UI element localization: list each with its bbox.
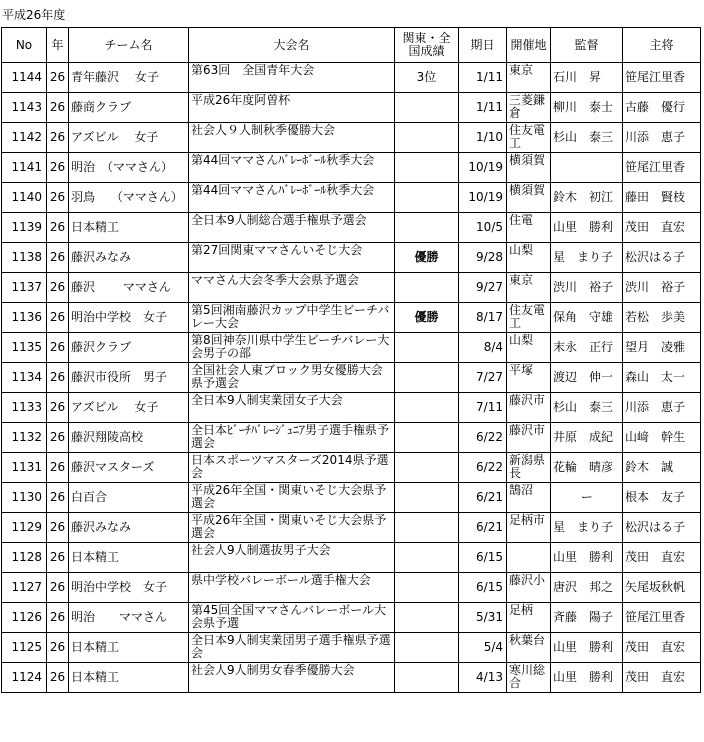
cell-captain: 矢尾坂秋帆	[623, 573, 701, 603]
cell-year: 26	[47, 183, 69, 213]
cell-coach: 星 まり子	[551, 243, 623, 273]
cell-captain: 藤田 賢枝	[623, 183, 701, 213]
cell-venue	[507, 543, 551, 573]
cell-competition: 第44回ママさんﾊﾞﾚｰﾎﾞｰﾙ秋季大会	[189, 183, 395, 213]
header-captain: 主将	[623, 28, 701, 63]
cell-date: 6/22	[459, 423, 507, 453]
cell-date: 9/27	[459, 273, 507, 303]
cell-coach: 渡辺 伸一	[551, 363, 623, 393]
cell-date: 7/11	[459, 393, 507, 423]
cell-result: 3位	[395, 63, 459, 93]
table-row	[2, 363, 701, 393]
cell-captain: 松沢はる子	[623, 243, 701, 273]
cell-captain: 川添 恵子	[623, 123, 701, 153]
cell-competition: 第44回ママさんﾊﾞﾚｰﾎﾞｰﾙ秋季大会	[189, 153, 395, 183]
cell-venue: 平塚	[507, 363, 551, 393]
header-date: 期日	[459, 28, 507, 63]
cell-coach: 石川 昇	[551, 63, 623, 93]
cell-coach: 斉藤 陽子	[551, 603, 623, 633]
cell-coach: 山里 勝利	[551, 213, 623, 243]
cell-team: 青年藤沢 女子	[69, 63, 189, 93]
cell-competition: 社会人9人制選抜男子大会	[189, 543, 395, 573]
header-team: チーム名	[69, 28, 189, 63]
cell-captain: 茂田 直宏	[623, 543, 701, 573]
cell-competition: 第63回 全国青年大会	[189, 63, 395, 93]
cell-captain: 森山 太一	[623, 363, 701, 393]
cell-team: 白百合	[69, 483, 189, 513]
cell-competition: ママさん大会冬季大会県予選会	[189, 273, 395, 303]
cell-venue: 足柄市	[507, 513, 551, 543]
table-row	[2, 603, 701, 633]
cell-venue: 横須賀	[507, 153, 551, 183]
cell-captain: 山﨑 幹生	[623, 423, 701, 453]
cell-venue: 横須賀	[507, 183, 551, 213]
cell-team: 日本精工	[69, 543, 189, 573]
header-result: 関東・全国成績	[395, 28, 459, 63]
table-row	[2, 663, 701, 693]
cell-no: 1131	[2, 453, 47, 483]
cell-competition: 全日本9人制実業団男子選手権県予選会	[189, 633, 395, 663]
cell-no: 1139	[2, 213, 47, 243]
cell-coach: 柳川 泰士	[551, 93, 623, 123]
cell-result	[395, 93, 459, 123]
cell-coach	[551, 153, 623, 183]
cell-captain: 若松 歩美	[623, 303, 701, 333]
cell-team: 羽鳥 （ママさん）	[69, 183, 189, 213]
cell-competition: 全日本ﾋﾞｰﾁﾊﾞﾚｰｼﾞｭﾆｱ男子選手権県予選会	[189, 423, 395, 453]
cell-result	[395, 663, 459, 693]
cell-venue: 藤沢小	[507, 573, 551, 603]
cell-date: 6/15	[459, 573, 507, 603]
cell-date: 10/5	[459, 213, 507, 243]
cell-venue: 寒川総合	[507, 663, 551, 693]
cell-no: 1141	[2, 153, 47, 183]
cell-venue: 東京	[507, 273, 551, 303]
cell-competition: 県中学校バレーボール選手権大会	[189, 573, 395, 603]
cell-coach: 末永 正行	[551, 333, 623, 363]
cell-result	[395, 363, 459, 393]
cell-no: 1137	[2, 273, 47, 303]
header-year: 年	[47, 28, 69, 63]
cell-coach: ー	[551, 483, 623, 513]
table-row	[2, 633, 701, 663]
table-row	[2, 333, 701, 363]
cell-result: 優勝	[395, 303, 459, 333]
fiscal-year-caption: 平成26年度	[2, 8, 66, 22]
cell-captain: 鈴木 誠	[623, 453, 701, 483]
cell-year: 26	[47, 243, 69, 273]
cell-no: 1125	[2, 633, 47, 663]
cell-result	[395, 603, 459, 633]
cell-result	[395, 453, 459, 483]
cell-captain: 茂田 直宏	[623, 213, 701, 243]
cell-coach: 保角 守雄	[551, 303, 623, 333]
cell-captain: 笹尾江里香	[623, 63, 701, 93]
cell-coach: 杉山 泰三	[551, 393, 623, 423]
cell-team: 明治 （ママさん）	[69, 153, 189, 183]
cell-competition: 全国社会人東ブロック男女優勝大会県予選会	[189, 363, 395, 393]
cell-no: 1144	[2, 63, 47, 93]
cell-captain: 茂田 直宏	[623, 663, 701, 693]
cell-no: 1140	[2, 183, 47, 213]
cell-no: 1143	[2, 93, 47, 123]
cell-date: 1/10	[459, 123, 507, 153]
table-row	[2, 543, 701, 573]
cell-year: 26	[47, 273, 69, 303]
cell-coach: 山里 勝利	[551, 663, 623, 693]
table-row	[2, 183, 701, 213]
table-row	[2, 213, 701, 243]
table-row	[2, 573, 701, 603]
cell-team: 藤沢 ママさん	[69, 273, 189, 303]
cell-date: 6/21	[459, 513, 507, 543]
cell-year: 26	[47, 453, 69, 483]
table-row	[2, 483, 701, 513]
cell-captain: 笹尾江里香	[623, 603, 701, 633]
table-row	[2, 93, 701, 123]
cell-team: 明治 ママさん	[69, 603, 189, 633]
cell-coach: 井原 成紀	[551, 423, 623, 453]
cell-result	[395, 273, 459, 303]
cell-year: 26	[47, 543, 69, 573]
cell-venue: 足柄	[507, 603, 551, 633]
cell-date: 1/11	[459, 63, 507, 93]
cell-no: 1134	[2, 363, 47, 393]
cell-captain: 笹尾江里香	[623, 153, 701, 183]
cell-year: 26	[47, 63, 69, 93]
cell-year: 26	[47, 483, 69, 513]
cell-coach: 星 まり子	[551, 513, 623, 543]
cell-no: 1127	[2, 573, 47, 603]
cell-year: 26	[47, 663, 69, 693]
cell-date: 8/17	[459, 303, 507, 333]
cell-date: 10/19	[459, 183, 507, 213]
cell-no: 1133	[2, 393, 47, 423]
cell-venue: 住友電工	[507, 123, 551, 153]
header-coach: 監督	[551, 28, 623, 63]
cell-coach: 山里 勝利	[551, 633, 623, 663]
cell-year: 26	[47, 603, 69, 633]
cell-captain: 根本 友子	[623, 483, 701, 513]
results-table	[1, 27, 701, 693]
cell-venue: 山梨	[507, 333, 551, 363]
cell-result	[395, 543, 459, 573]
cell-year: 26	[47, 423, 69, 453]
cell-year: 26	[47, 213, 69, 243]
cell-venue: 三菱鎌倉	[507, 93, 551, 123]
cell-result	[395, 333, 459, 363]
cell-competition: 日本スポーツマスターズ2014県予選会	[189, 453, 395, 483]
cell-no: 1129	[2, 513, 47, 543]
cell-result	[395, 393, 459, 423]
cell-team: 藤沢クラブ	[69, 333, 189, 363]
cell-team: アズビル 女子	[69, 123, 189, 153]
cell-year: 26	[47, 153, 69, 183]
cell-captain: 古藤 優行	[623, 93, 701, 123]
header-no: No	[2, 28, 47, 63]
cell-coach: 鈴木 初江	[551, 183, 623, 213]
cell-team: 明治中学校 女子	[69, 303, 189, 333]
cell-coach: 山里 勝利	[551, 543, 623, 573]
table-row	[2, 453, 701, 483]
cell-no: 1126	[2, 603, 47, 633]
cell-competition: 第8回神奈川県中学生ビーチバレー大会男子の部	[189, 333, 395, 363]
cell-team: 藤商クラブ	[69, 93, 189, 123]
cell-result	[395, 423, 459, 453]
cell-captain: 松沢はる子	[623, 513, 701, 543]
cell-team: 藤沢みなみ	[69, 513, 189, 543]
cell-venue: 秋葉台	[507, 633, 551, 663]
cell-year: 26	[47, 513, 69, 543]
cell-date: 7/27	[459, 363, 507, 393]
cell-team: 日本精工	[69, 633, 189, 663]
cell-date: 1/11	[459, 93, 507, 123]
cell-year: 26	[47, 363, 69, 393]
table-row	[2, 243, 701, 273]
cell-competition: 第5回湘南藤沢カップ中学生ビーチバレー大会	[189, 303, 395, 333]
cell-competition: 平成26年全国・関東いそじ大会県予選会	[189, 513, 395, 543]
cell-date: 6/15	[459, 543, 507, 573]
cell-result	[395, 183, 459, 213]
cell-competition: 平成26年度阿曽杯	[189, 93, 395, 123]
cell-coach: 唐沢 邦之	[551, 573, 623, 603]
cell-venue: 藤沢市	[507, 423, 551, 453]
cell-result	[395, 483, 459, 513]
table-row	[2, 273, 701, 303]
cell-year: 26	[47, 93, 69, 123]
cell-venue: 住電	[507, 213, 551, 243]
cell-competition: 全日本9人制総合選手権県予選会	[189, 213, 395, 243]
cell-result	[395, 123, 459, 153]
cell-team: 明治中学校 女子	[69, 573, 189, 603]
cell-competition: 社会人９人制秋季優勝大会	[189, 123, 395, 153]
cell-result: 優勝	[395, 243, 459, 273]
cell-team: 日本精工	[69, 663, 189, 693]
cell-team: 藤沢マスターズ	[69, 453, 189, 483]
cell-date: 8/4	[459, 333, 507, 363]
cell-competition: 第45回全国ママさんバレーボール大会県予選	[189, 603, 395, 633]
cell-no: 1124	[2, 663, 47, 693]
cell-captain: 茂田 直宏	[623, 633, 701, 663]
cell-date: 6/22	[459, 453, 507, 483]
table-row	[2, 303, 701, 333]
cell-team: 日本精工	[69, 213, 189, 243]
cell-competition: 平成26年全国・関東いそじ大会県予選会	[189, 483, 395, 513]
table-row	[2, 513, 701, 543]
cell-venue: 住友電工	[507, 303, 551, 333]
cell-venue: 新潟県長	[507, 453, 551, 483]
cell-coach: 渋川 裕子	[551, 273, 623, 303]
table-row	[2, 153, 701, 183]
cell-team: 藤沢翔陵高校	[69, 423, 189, 453]
cell-team: 藤沢みなみ	[69, 243, 189, 273]
cell-competition: 第27回関東ママさんいそじ大会	[189, 243, 395, 273]
cell-year: 26	[47, 633, 69, 663]
cell-result	[395, 213, 459, 243]
cell-no: 1135	[2, 333, 47, 363]
cell-result	[395, 153, 459, 183]
cell-captain: 川添 恵子	[623, 393, 701, 423]
cell-competition: 全日本9人制実業団女子大会	[189, 393, 395, 423]
cell-date: 4/13	[459, 663, 507, 693]
cell-venue: 鵠沼	[507, 483, 551, 513]
cell-coach: 花輪 晴彦	[551, 453, 623, 483]
cell-date: 10/19	[459, 153, 507, 183]
cell-competition: 社会人9人制男女春季優勝大会	[189, 663, 395, 693]
cell-no: 1132	[2, 423, 47, 453]
cell-team: 藤沢市役所 男子	[69, 363, 189, 393]
table-row	[2, 123, 701, 153]
table-row	[2, 393, 701, 423]
cell-year: 26	[47, 393, 69, 423]
cell-year: 26	[47, 333, 69, 363]
cell-captain: 望月 凌雅	[623, 333, 701, 363]
cell-venue: 山梨	[507, 243, 551, 273]
cell-captain: 渋川 裕子	[623, 273, 701, 303]
header-competition: 大会名	[189, 28, 395, 63]
cell-no: 1142	[2, 123, 47, 153]
table-row	[2, 423, 701, 453]
cell-result	[395, 513, 459, 543]
cell-year: 26	[47, 303, 69, 333]
cell-result	[395, 633, 459, 663]
cell-team: アズビル 女子	[69, 393, 189, 423]
cell-no: 1128	[2, 543, 47, 573]
cell-venue: 東京	[507, 63, 551, 93]
table-header-row	[2, 28, 701, 63]
cell-date: 5/31	[459, 603, 507, 633]
header-venue: 開催地	[507, 28, 551, 63]
cell-no: 1138	[2, 243, 47, 273]
cell-year: 26	[47, 573, 69, 603]
table-row	[2, 63, 701, 93]
cell-date: 6/21	[459, 483, 507, 513]
cell-no: 1130	[2, 483, 47, 513]
cell-result	[395, 573, 459, 603]
cell-coach: 杉山 泰三	[551, 123, 623, 153]
cell-no: 1136	[2, 303, 47, 333]
cell-date: 5/4	[459, 633, 507, 663]
cell-venue: 藤沢市	[507, 393, 551, 423]
cell-date: 9/28	[459, 243, 507, 273]
cell-year: 26	[47, 123, 69, 153]
